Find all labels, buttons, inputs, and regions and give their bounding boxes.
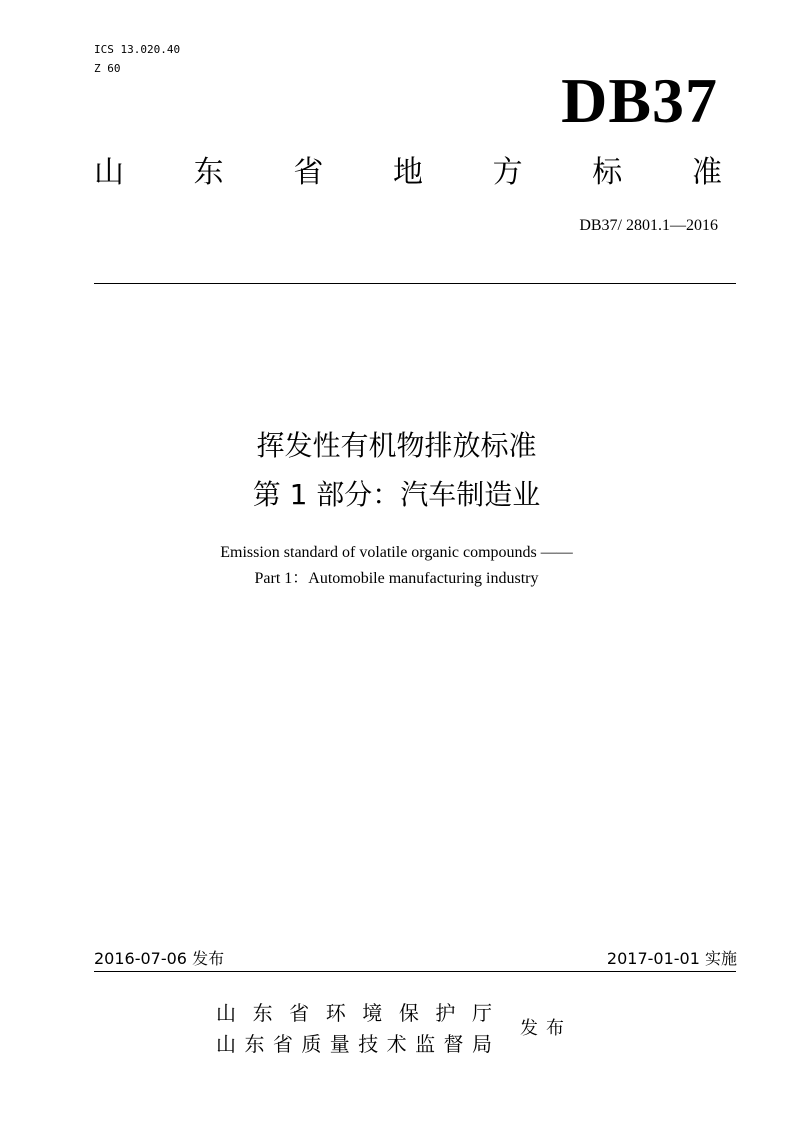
standard-type-char: 东 (193, 155, 224, 190)
standard-number: DB37/ 2801.1—2016 (579, 217, 718, 234)
publish-label: 发布 (520, 1018, 572, 1039)
standard-type-char: 山 (94, 155, 124, 190)
issuer-char: 东 (244, 1032, 265, 1056)
issuer-char: 质 (301, 1032, 322, 1056)
issuer-char: 环 (325, 1001, 346, 1025)
cn-title-line1: 挥发性有机物排放标准 (256, 429, 537, 462)
classification-codes (94, 40, 180, 78)
issuer-char: 境 (362, 1001, 383, 1025)
header-divider (94, 283, 736, 284)
issuer-char: 厅 (471, 1001, 492, 1025)
standard-type-title (94, 152, 722, 194)
issuer-char: 省 (272, 1032, 293, 1056)
issuer-line2 (216, 1030, 492, 1058)
ccs-code: Z 60 (94, 62, 121, 75)
issuer-char: 量 (329, 1032, 350, 1056)
issuer-line1 (216, 999, 492, 1027)
issuer-char: 山 (216, 1032, 236, 1056)
ics-code: ICS 13.020.40 (94, 43, 181, 56)
issuer-char: 监 (415, 1032, 436, 1056)
issuer-char: 护 (435, 1001, 456, 1025)
cn-title-line2: 第 1 部分：汽车制造业 (252, 478, 541, 511)
issuer-char: 山 (216, 1001, 236, 1025)
standard-type-char: 地 (392, 155, 423, 190)
issue-date: 2016-07-06 发布 (94, 949, 225, 968)
issuer-char: 省 (289, 1001, 310, 1025)
implement-date: 2017-01-01 实施 (606, 949, 737, 968)
en-title-line1: Emission standard of volatile organic compounds —— (220, 544, 573, 561)
issuer-char: 保 (398, 1001, 419, 1025)
footer-divider (94, 971, 736, 972)
en-title-line2: Part 1：Automobile manufacturing industry (254, 570, 539, 587)
standard-type-char: 方 (492, 155, 523, 190)
standard-type-char: 准 (691, 155, 722, 190)
issuer-char: 术 (386, 1032, 407, 1056)
issuer-char: 督 (443, 1032, 464, 1056)
issuer-char: 局 (471, 1032, 492, 1056)
standard-type-char: 省 (293, 155, 324, 190)
standard-mark: DB37 (561, 65, 718, 136)
issuer-char: 东 (252, 1001, 273, 1025)
issuer-char: 技 (358, 1032, 379, 1056)
standard-type-char: 标 (592, 155, 623, 190)
